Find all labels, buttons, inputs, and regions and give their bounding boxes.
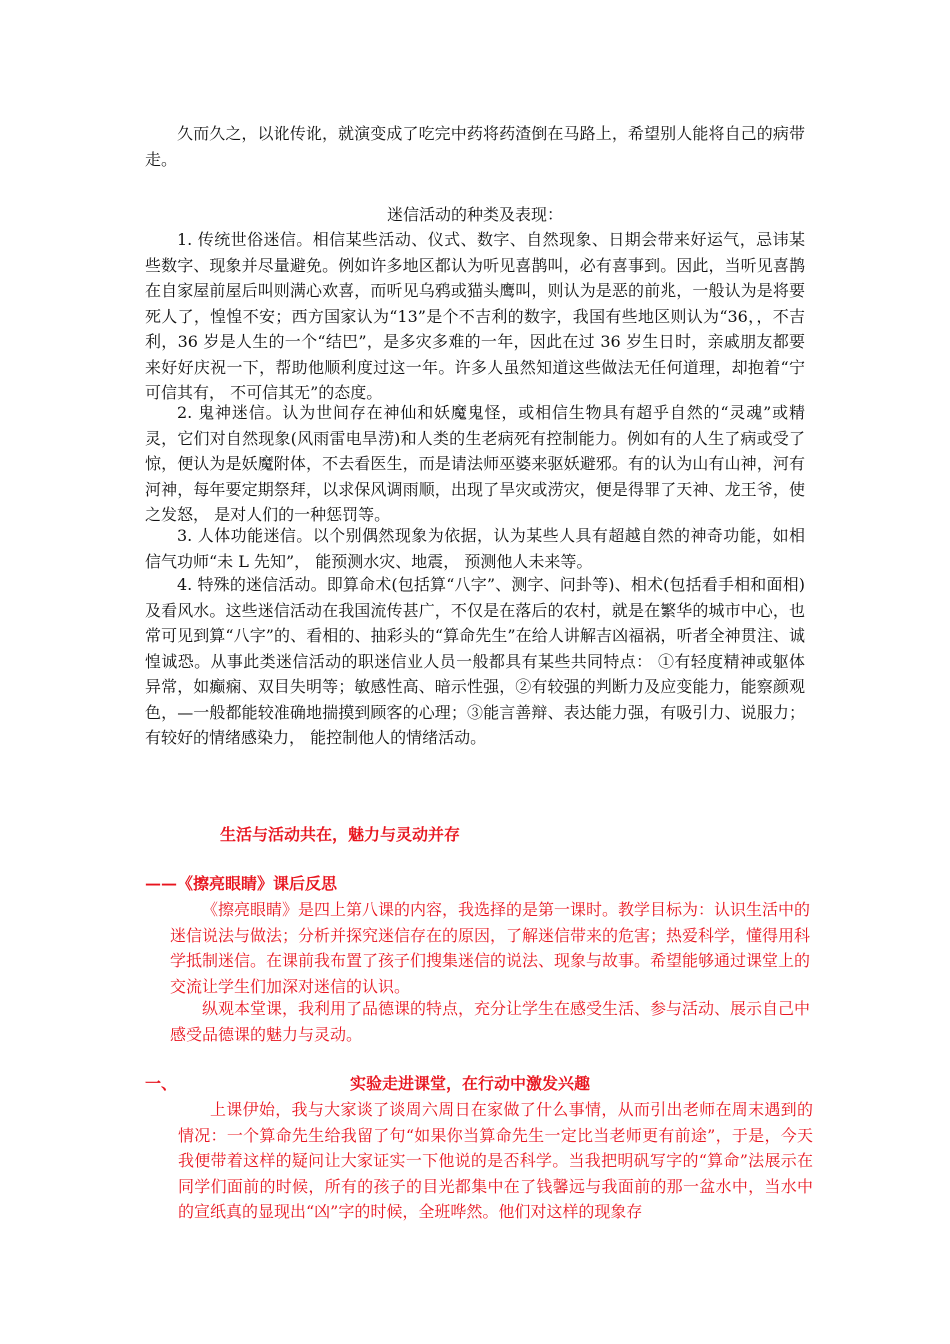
- reflection-paragraph-1: 《擦亮眼睛》是四上第八课的内容，我选择的是第一课时。教学目标为：认识生活中的迷信说法与做法；分析并探究迷信存在的原因，了解迷信带来的危害；热爱科学，懂得用科学抵制迷信。在课前我布置了孩子们搜集迷信的说法、现象与故事。希望能够通过课堂上的交流让学生们加深对迷信的认识。: [170, 900, 811, 996]
- section-1-title: 实验走进课堂，在行动中激发兴趣: [350, 1074, 591, 1093]
- types-item-4: 4. 特殊的迷信活动。即算命术(包括算“八字”、测字、问卦等)、相术(包括看手相和面相)及看风水。这些迷信活动在我国流传甚广，不仅是在落后的农村，就是在繁华的城市中心，也常可见到算“八字”的、看相的、抽彩头的“算命先生”在给人讲解吉凶福祸，听者全神贯注、诚惶诚恐。从事此类迷信活动的职迷信业人员一般都具有某些共同特点： ①有轻度精神或躯体异常，如癫痫、双目失明等；敏感性高、暗示性强，②有较强的判断力及应变能力，能察颜观色，—一般都能较准确地揣摸到顾客的心理；③能言善辩、表达能力强，有吸引力、说服力； 有较好的情绪感染力， 能控制他人的情绪活动。: [145, 575, 805, 747]
- section-1-number: 一、: [145, 1074, 178, 1093]
- types-heading: 迷信活动的种类及表现：: [386, 205, 563, 224]
- section-1-body: 上课伊始，我与大家谈了谈周六周日在家做了什么事情，从而引出老师在周末遇到的情况：一个算命先生给我留了句“如果你当算命先生一定比当老师更有前途”，于是，今天我便带着这样的疑问让大家证实一下他说的是否科学。当我把明矾写字的“算命”法展示在同学们面前的时候，所有的孩子的目光都集中在了钱馨远与我面前的那一盆水中，当水中的宣纸真的显现出“凶”字的时候，全班哗然。他们对这样的现象存: [178, 1100, 813, 1221]
- types-item-2: 2. 鬼神迷信。认为世间存在神仙和妖魔鬼怪，或相信生物具有超乎自然的“灵魂”或精灵，它们对自然现象(风雨雷电旱涝)和人类的生老病死有控制能力。例如有的人生了病或受了惊，便认为是妖魔附体，不去看医生，而是请法师巫婆来驱妖避邪。有的认为山有山神，河有河神，每年要定期祭拜，以求保风调雨顺，出现了旱灾或涝灾，便是得罪了天神、龙王爷，使之发怒， 是对人们的一种惩罚等。: [145, 403, 805, 524]
- intro-paragraph: 久而久之，以讹传讹，就演变成了吃完中药将药渣倒在马路上，希望别人能将自己的病带走。: [145, 124, 805, 169]
- reflection-title: 生活与活动共在，魅力与灵动并存: [220, 825, 461, 844]
- reflection-subtitle: ——《擦亮眼睛》课后反思: [145, 874, 338, 893]
- types-item-3: 3. 人体功能迷信。以个别偶然现象为依据，认为某些人具有超越自然的神奇功能，如相信气功师“未 L 先知”， 能预测水灾、地震， 预测他人未来等。: [145, 526, 805, 571]
- types-item-1: 1. 传统世俗迷信。相信某些活动、仪式、数字、自然现象、日期会带来好运气，忌讳某些数字、现象并尽量避免。例如许多地区都认为听见喜鹊叫，必有喜事到。因此，当听见喜鹊在自家屋前屋后叫则满心欢喜，而听见乌鸦或猫头鹰叫，则认为是恶的前兆，一般认为是将要死人了，惶惶不安；西方国家认为“13”是个不吉利的数字，我国有些地区则认为“36，，不吉利，36 岁是人生的一个“结巴”，是多灾多难的一年，因此在过 36 岁生日时，亲戚朋友都要来好好庆祝一下，帮助他顺利度过这一年。许多人虽然知道这些做法无任何道理，却抱着“宁可信其有， 不可信其无”的态度。: [145, 230, 805, 402]
- reflection-paragraph-2: 纵观本堂课，我利用了品德课的特点，充分让学生在感受生活、参与活动、展示自己中感受品德课的魅力与灵动。: [170, 999, 811, 1044]
